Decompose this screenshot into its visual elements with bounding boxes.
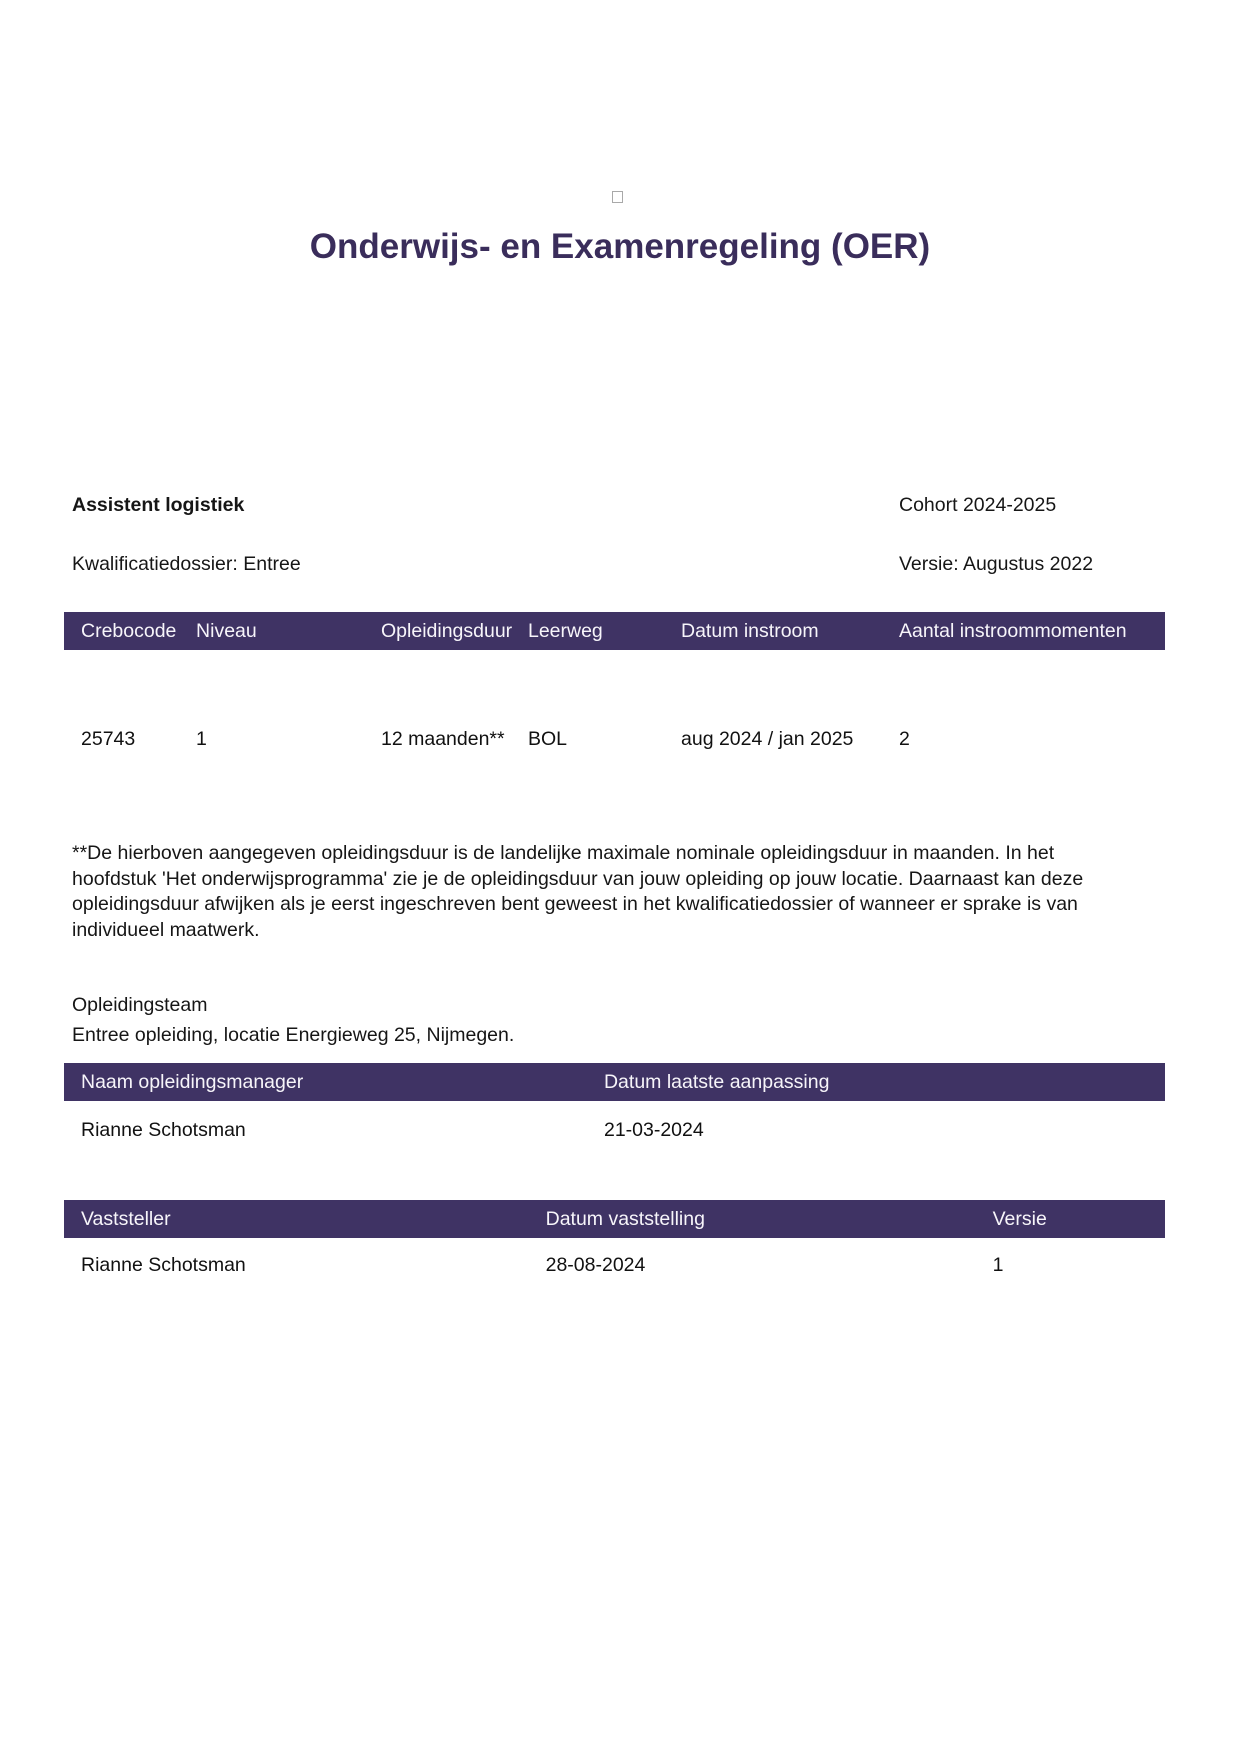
team-location: Entree opleiding, locatie Energieweg 25, Nijmegen. — [72, 1024, 515, 1046]
approval-table — [64, 1200, 1165, 1277]
table-row — [64, 728, 1165, 751]
version-label: Versie: Augustus 2022 — [899, 553, 1094, 575]
duration-footnote: **De hierboven aangegeven opleidingsduur is de landelijke maximale nominale opleidingsduur in maanden. In het hoofdstuk 'Het onderwijsprogramma' zie je de opleidingsduur van jouw opleiding op jouw locatie. Daarnaast kan deze opleidingsduur afwijken als je eerst ingeschreven bent geweest in het kwalificatiedossier of wanneer er sprake is van individueel maatwerk. — [72, 842, 1084, 942]
intake-table — [64, 612, 1165, 751]
column-header-versie: Versie — [992, 1207, 1047, 1230]
column-header-niveau: Niveau — [196, 619, 257, 642]
table-row — [64, 1254, 1165, 1277]
column-header-datum-instroom: Datum instroom — [681, 619, 819, 642]
cell-versie: 1 — [992, 1254, 1004, 1276]
team-block — [72, 990, 514, 1050]
team-heading: Opleidingsteam — [72, 994, 208, 1016]
column-header-datum-laatste-aanpassing: Datum laatste aanpassing — [603, 1070, 830, 1093]
meta-row-program — [0, 494, 1240, 520]
cohort-label: Cohort 2024-2025 — [899, 494, 1057, 516]
cell-crebocode: 25743 — [81, 728, 136, 750]
column-header-naam-opleidingsmanager: Naam opleidingsmanager — [81, 1070, 304, 1093]
cell-niveau: 1 — [196, 728, 207, 750]
table-row — [64, 1119, 1165, 1142]
meta-row-dossier — [0, 553, 1240, 579]
cell-datum-laatste-aanpassing: 21-03-2024 — [603, 1119, 704, 1141]
manager-table — [64, 1063, 1165, 1142]
cell-aantal-instroommomenten: 2 — [898, 728, 910, 750]
column-header-crebocode: Crebocode — [81, 619, 177, 642]
cell-leerweg: BOL — [527, 728, 567, 750]
column-header-aantal-instroommomenten: Aantal instroommomenten — [898, 619, 1127, 642]
cell-naam-opleidingsmanager: Rianne Schotsman — [81, 1119, 246, 1141]
intake-table-header — [64, 612, 1165, 650]
approval-table-header — [64, 1200, 1165, 1238]
program-name: Assistent logistiek — [72, 494, 245, 516]
qualification-dossier-label: Kwalificatiedossier: Entree — [72, 553, 301, 575]
manager-table-header — [64, 1063, 1165, 1101]
document-title: Onderwijs- en Examenregeling (OER) — [309, 227, 931, 266]
image-placeholder-icon — [612, 191, 623, 203]
cell-vaststeller: Rianne Schotsman — [81, 1254, 246, 1276]
cell-datum-instroom: aug 2024 / jan 2025 — [681, 728, 854, 750]
column-header-datum-vaststelling: Datum vaststelling — [545, 1207, 705, 1230]
column-header-vaststeller: Vaststeller — [81, 1207, 171, 1230]
cell-datum-vaststelling: 28-08-2024 — [545, 1254, 646, 1276]
cell-opleidingsduur: 12 maanden** — [381, 728, 505, 750]
column-header-leerweg: Leerweg — [527, 619, 603, 642]
column-header-opleidingsduur: Opleidingsduur — [381, 619, 513, 642]
